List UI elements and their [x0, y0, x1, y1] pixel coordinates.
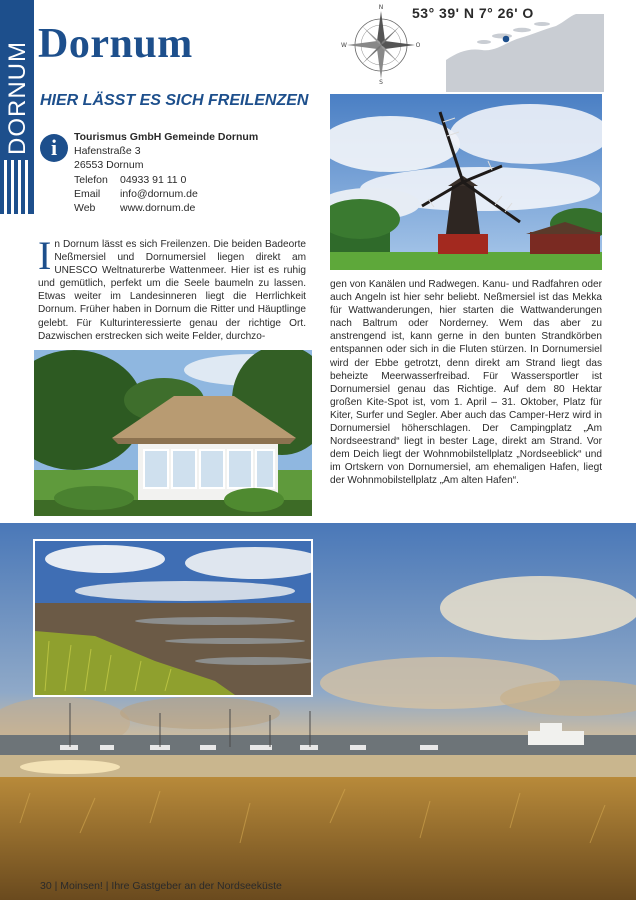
compass-rose-icon — [340, 2, 422, 84]
article-column-1 — [38, 233, 306, 343]
side-stripe — [18, 160, 21, 214]
web-label: Web — [74, 202, 96, 215]
contact-org: Tourismus GmbH Gemeinde Dornum — [74, 131, 259, 143]
email-link[interactable]: info@dornum.de — [120, 187, 198, 200]
side-tab-label: DORNUM — [4, 41, 31, 155]
side-stripe — [4, 160, 7, 214]
article-column-2: gen von Kanälen und Radwegen. Kanu- und Radfahren oder auch Angeln ist hier sehr beliebt. Neßmersiel ist das Mekka für Wattwanderungen, hier starten die Wattwanderungen nach Baltrum oder Norderney. Wem das aber zu anstrengend ist, kann gerne in den bunten Strandkörben entspannen oder sich in die Fluten stürzen. In Dornumersiel wird der Ebbe getrotzt, denn direkt am Strand liegt das beheizte Meerwasserfreibad. Für Wassersportler ist Dornumersiel genau das Richtige. Auf dem 80 Hektar großen Kite-Spot ist, vom 1. April – 31. Oktober, Platz für Kiter, Surfer und Segler. Aber auch das Camper-Herz wird in Dornumersiel höherschlagen. Der Campingplatz „Am Nordseestrand“ liegt in bester Lage, direkt am Strand. Vor dem Deich liegt der Wohnmobilstellplatz „Nordseeblick“ und im Ortskern von Dornumersiel, am ehemaligen Hafen, liegt der Wohnmobilstellplatz „Am alten Hafen“. — [330, 279, 602, 487]
contact-street: Hafenstraße 3 — [74, 145, 141, 158]
page-footer: 30 | Moinsen! | Ihre Gastgeber an der Nordseeküste — [40, 880, 282, 892]
compass-e: O — [415, 42, 421, 49]
page-title: Dornum — [38, 21, 193, 67]
tidal-flat-photo — [33, 539, 313, 697]
location-marker-icon — [503, 36, 510, 43]
coordinates: 53° 39' N 7° 26' O — [412, 5, 534, 21]
windmill-photo — [330, 94, 602, 270]
compass-n: N — [378, 4, 384, 11]
side-stripe — [11, 160, 14, 214]
side-stripe — [25, 160, 28, 214]
contact-city: 26553 Dornum — [74, 159, 144, 172]
drop-cap: I — [38, 233, 52, 278]
compass-s: S — [379, 79, 383, 84]
page-subtitle: HIER LÄSST ES SICH FREILENZEN — [40, 92, 309, 109]
email-label: Email — [74, 187, 101, 200]
location-map — [446, 12, 604, 92]
pavilion-photo — [34, 350, 312, 516]
contact-web-row — [74, 201, 258, 215]
info-icon: i — [40, 134, 68, 162]
contact-phone-row — [74, 173, 258, 187]
web-link[interactable]: www.dornum.de — [120, 202, 196, 215]
phone-value: 04933 91 11 0 — [120, 173, 187, 186]
compass-w: W — [341, 42, 347, 49]
contact-email-row — [74, 187, 258, 201]
contact-block — [74, 130, 258, 215]
phone-label: Telefon — [74, 173, 108, 186]
side-tab — [0, 0, 34, 214]
article-text-1: n Dornum lässt es sich Freilenzen. Die beiden Badeorte Neßmersiel und Dornumersiel liegen direkt am UNESCO Weltnaturerbe Wattenmeer. Hier ist es ruhig und gemütlich, perfekt um die Seele baumeln zu lassen. Etwas weiter im Landesinneren liegt die Herrlichkeit Dornum. Früher haben in Dornum die Ritter und Häuptlinge gelebt. Für Kulturinteressierte genau der richtige Ort. Dazwischen erstrecken sich weite Felder, durchzo- — [38, 239, 306, 342]
